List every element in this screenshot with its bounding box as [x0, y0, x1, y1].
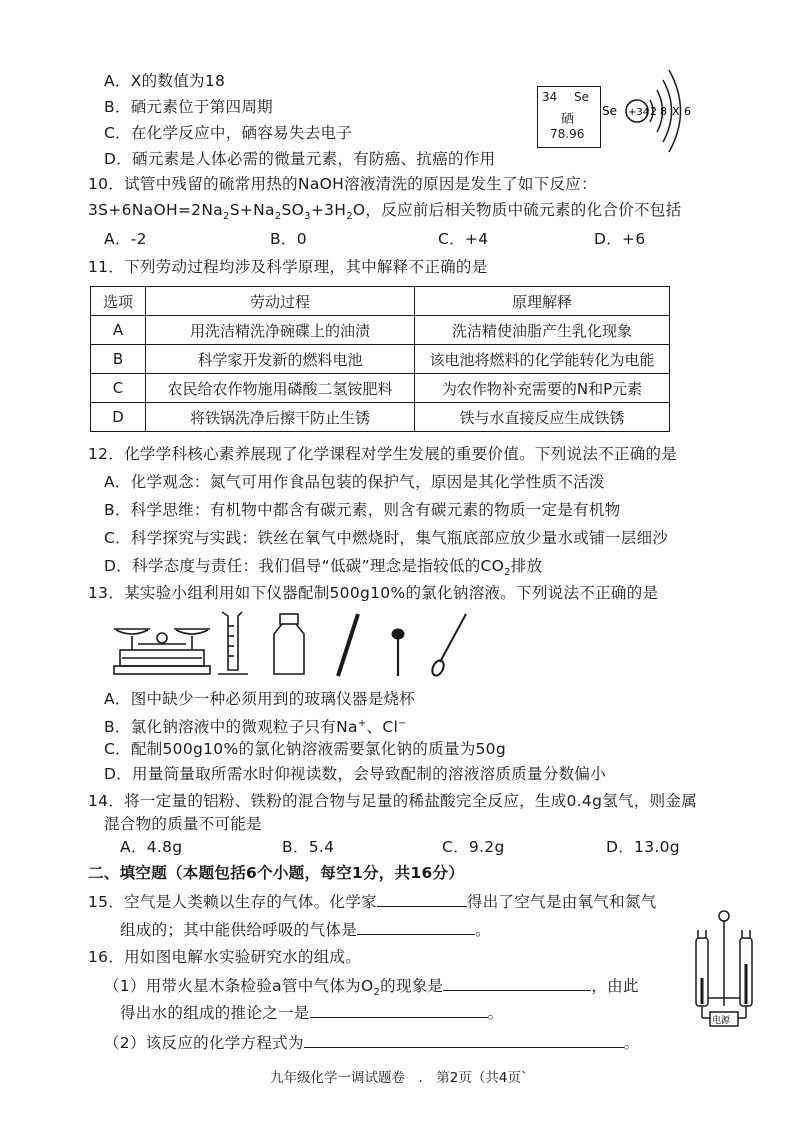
q11-stem: 11．下列劳动过程均涉及科学原理，其中解释不正确的是: [88, 258, 488, 276]
power-supply-label: 电源: [712, 1016, 731, 1026]
q16-part2: （2）该反应的化学方程式为 。: [104, 1031, 640, 1054]
table-row: [91, 374, 670, 403]
table-cell: 铁与水直接反应生成铁锈: [415, 403, 670, 432]
q9-option-c: C．在化学反应中，硒容易失去电子: [104, 124, 353, 142]
atom-structure-diagram: [600, 62, 710, 172]
atomic-mass: 78.96: [550, 127, 585, 141]
shell-4-count: 6: [684, 105, 691, 118]
q12-option-b: B．科学思维：有机物中都含有碳元素，则含有碳元素的物质一定是有机物: [104, 501, 621, 519]
table-cell: 农民给农作物施用磷酸二氢铵肥料: [146, 374, 415, 403]
q15-blank-1[interactable]: [377, 890, 467, 907]
q16-part1-line1: （1）用带火星木条检验a管中气体为$O_2$的现象是 ，由此: [104, 974, 639, 1004]
q16-blank-2[interactable]: [310, 1001, 488, 1018]
q16-blank-3[interactable]: [304, 1031, 624, 1048]
q15-line2: 组成的；其中能供给呼吸的气体是 。: [120, 918, 491, 941]
q14-stem-line1: 14．将一定量的铝粉、铁粉的混合物与足量的稀盐酸完全反应，生成0.4g氢气，则金属: [88, 792, 698, 810]
q14-stem-line2: 混合物的质量不可能是: [104, 815, 263, 833]
header-process: 劳动过程: [146, 287, 415, 316]
funnel-top: [719, 911, 729, 921]
table-row: [91, 345, 670, 374]
q14-option-c: C．9.2g: [442, 838, 505, 856]
q9-option-b: B．硒元素位于第四周期: [104, 98, 273, 116]
q14-option-d: D．13.0g: [606, 838, 680, 856]
q10-option-b: B．0: [270, 230, 307, 248]
q13-option-a: A．图中缺少一种必须用到的玻璃仪器是烧杯: [104, 690, 416, 708]
q13-option-c: C．配制500g10%的氯化钠溶液需要氯化钠的质量为50g: [104, 740, 506, 758]
q13-option-b: B．氯化钠溶液中的微观粒子只有Na+、Cl−: [104, 718, 407, 737]
table-cell: 为农作物补充需要的N和P元素: [415, 374, 670, 403]
table-cell: 科学家开发新的燃料电池: [146, 345, 415, 374]
nucleus-charge: +34: [628, 107, 650, 118]
table-row: [91, 403, 670, 432]
q10-option-d: D．+6: [594, 230, 646, 248]
diagram-symbol: Se: [602, 104, 617, 118]
q10-equation: $3S+6NaOH=2Na_2S+Na_2SO_3+3H_2O$，反应前后相关物质中硫元素的化合价不包括: [88, 201, 682, 223]
element-symbol: Se: [574, 90, 589, 104]
table-cell: 将铁锅洗净后擦干防止生锈: [146, 403, 415, 432]
table-cell: 洗洁精使油脂产生乳化现象: [415, 316, 670, 345]
q10-stem: 10．试管中残留的硫常用热的NaOH溶液清洗的原因是发生了如下反应：: [88, 175, 597, 193]
glass-rod-icon: [338, 614, 358, 676]
q16-blank-1[interactable]: [443, 974, 591, 991]
electrolysis-apparatus-diagram: [690, 908, 758, 1046]
q12-option-d: D．科学态度与责任：我们倡导“低碳”理念是指较低的$CO_2$排放: [104, 557, 543, 579]
atomic-number: 34: [542, 90, 558, 104]
page-footer: 九年级化学一调试题卷 . 第2页（共4页`: [270, 1070, 528, 1086]
header-option: 选项: [91, 287, 146, 316]
q15-blank-2[interactable]: [357, 918, 475, 935]
balance-icon: [114, 629, 210, 674]
table-cell: 用洗洁精洗净碗碟上的油渍: [146, 316, 415, 345]
table-cell: D: [91, 403, 146, 432]
reagent-bottle-icon: [274, 614, 304, 674]
table-header-row: [91, 287, 670, 316]
header-principle: 原理解释: [415, 287, 670, 316]
q14-option-a: A．4.8g: [120, 838, 183, 856]
lab-apparatus-illustration: [110, 608, 490, 686]
q13-stem: 13．某实验小组利用如下仪器配制500g10%的氯化钠溶液。下列说法不正确的是: [88, 584, 659, 602]
q13-option-d: D．用量筒量取所需水时仰视读数，会导致配制的溶液溶质质量分数偏小: [104, 765, 607, 783]
q12-option-a: A．化学观念：氮气可用作食品包装的保护气，原因是其化学性质不活泼: [104, 473, 605, 491]
shell-3-count: X: [672, 105, 680, 118]
q15-line1: 15．空气是人类赖以生存的气体。化学家 得出了空气是由氧气和氮气: [88, 890, 657, 913]
q12-option-c: C．科学探究与实践：铁丝在氧气中燃烧时，集气瓶底部应放少量水或铺一层细沙: [104, 529, 669, 547]
q14-option-b: B．5.4: [282, 838, 335, 856]
element-tile: [537, 86, 601, 148]
table-cell: C: [91, 374, 146, 403]
q9-option-a: A．X的数值为18: [104, 72, 226, 90]
table-cell: A: [91, 316, 146, 345]
q16-stem: 16．用如图电解水实验研究水的组成。: [88, 948, 362, 966]
q10-option-c: C．+4: [438, 230, 489, 248]
table-cell: B: [91, 345, 146, 374]
element-name: 硒: [561, 112, 575, 127]
dropper-icon: [392, 629, 404, 676]
table-row: [91, 316, 670, 345]
spatula-icon: [430, 614, 466, 677]
section-heading: 二、填空题（本题包括6个小题，每空1分，共16分）: [88, 864, 465, 882]
q16-part1-line2: 得出水的组成的推论之一是 。: [120, 1001, 503, 1024]
table-cell: 该电池将燃料的化学能转化为电能: [415, 345, 670, 374]
q10-option-a: A．-2: [104, 230, 147, 248]
shell-1-count: 2: [650, 105, 657, 118]
q11-table: [90, 286, 670, 432]
graduated-cylinder-icon: [218, 612, 248, 674]
q12-stem: 12．化学学科核心素养展现了化学课程对学生发展的重要价值。下列说法不正确的是: [88, 445, 678, 463]
shell-2-count: 8: [660, 105, 667, 118]
q9-option-d: D．硒元素是人体必需的微量元素，有防癌、抗癌的作用: [104, 150, 496, 168]
